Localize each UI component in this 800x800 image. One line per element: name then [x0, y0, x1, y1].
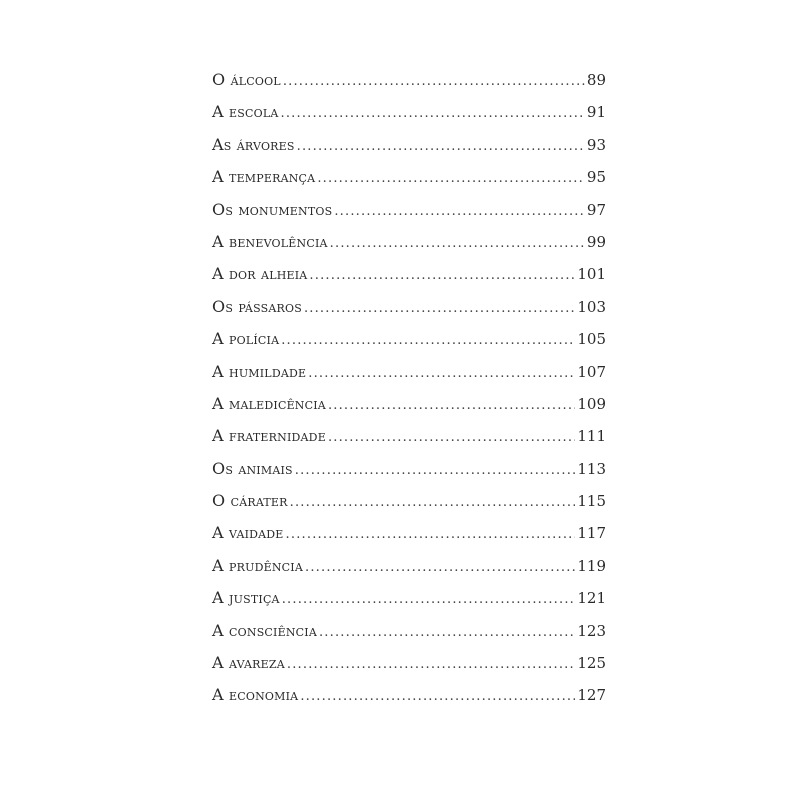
dot-leader [281, 325, 575, 357]
toc-entry-title: O cárater [212, 491, 288, 511]
dot-leader [317, 163, 585, 195]
toc-entry-page: 93 [586, 135, 606, 154]
toc-entry-title: Os pássaros [212, 296, 302, 316]
toc-entry [212, 453, 606, 485]
toc-entry-title: Os monumentos [212, 199, 333, 219]
toc-entry [212, 64, 606, 96]
dot-leader [334, 196, 585, 228]
toc-entry-title: A benevolência [212, 231, 328, 251]
dot-leader [290, 487, 576, 519]
toc-entry [212, 356, 606, 388]
toc-entry [212, 226, 606, 258]
toc-entry-title: A maledicência [212, 393, 326, 413]
toc-entry-title: Os animais [212, 458, 293, 478]
toc-entry-page: 101 [577, 265, 606, 284]
toc-entry-page: 113 [577, 459, 606, 478]
dot-leader [283, 66, 585, 98]
toc-entry-title: A escola [212, 102, 279, 122]
toc-entry-title: A dor alheia [212, 264, 308, 284]
toc-entry-page: 105 [577, 330, 606, 349]
toc-entry-title: A prudência [212, 555, 303, 575]
dot-leader [286, 519, 576, 551]
toc-entry [212, 194, 606, 226]
toc-entry-page: 99 [586, 232, 606, 251]
toc-entry [212, 550, 606, 582]
dot-leader [297, 131, 585, 163]
dot-leader [295, 455, 576, 487]
toc-entry-page: 115 [577, 492, 606, 511]
dot-leader [309, 260, 575, 292]
toc-entry [212, 647, 606, 679]
toc-entry-title: O álcool [212, 70, 281, 89]
dot-leader [319, 617, 575, 649]
toc-entry [212, 679, 606, 711]
toc-entry-title: A temperança [212, 167, 316, 187]
toc-entry [212, 129, 606, 161]
dot-leader [308, 358, 575, 390]
dot-leader [282, 584, 576, 616]
toc-entry-page: 109 [577, 394, 606, 413]
toc-entry-title: As árvores [212, 134, 295, 154]
dot-leader [300, 681, 575, 713]
toc-entry-page: 95 [586, 168, 606, 187]
toc-entry [212, 96, 606, 128]
toc-entry [212, 323, 606, 355]
toc-entry-page: 125 [577, 654, 606, 673]
toc-entry [212, 291, 606, 323]
toc-entry-page: 91 [586, 103, 606, 122]
toc-entry-page: 121 [577, 589, 606, 608]
toc-entry-page: 119 [577, 556, 606, 575]
toc-entry-title: A vaidade [212, 523, 284, 543]
toc-entry [212, 258, 606, 290]
dot-leader [287, 649, 575, 681]
dot-leader [304, 293, 575, 325]
table-of-contents [212, 64, 606, 712]
toc-entry-title: A avareza [212, 653, 285, 673]
toc-entry [212, 485, 606, 517]
toc-entry [212, 388, 606, 420]
toc-entry [212, 615, 606, 647]
toc-entry-page: 117 [577, 524, 606, 543]
toc-entry [212, 517, 606, 549]
toc-entry-page: 97 [586, 200, 606, 219]
toc-entry [212, 420, 606, 452]
toc-entry-page: 111 [577, 427, 606, 446]
toc-entry [212, 161, 606, 193]
dot-leader [305, 552, 575, 584]
toc-entry-page: 123 [577, 621, 606, 640]
toc-entry-page: 103 [577, 297, 606, 316]
toc-entry-title: A humildade [212, 361, 307, 381]
toc-entry-title: A consciência [212, 620, 317, 640]
toc-entry-title: A polícia [212, 329, 280, 349]
toc-entry-title: A economia [212, 685, 299, 705]
dot-leader [328, 422, 575, 454]
toc-entry-page: 89 [586, 71, 606, 89]
dot-leader [328, 390, 575, 422]
toc-entry-title: A fraternidade [212, 426, 326, 446]
dot-leader [281, 98, 585, 130]
toc-entry [212, 582, 606, 614]
toc-entry-page: 107 [577, 362, 606, 381]
toc-entry-page: 127 [577, 686, 606, 705]
dot-leader [330, 228, 585, 260]
toc-entry-title: A justiça [212, 588, 280, 608]
